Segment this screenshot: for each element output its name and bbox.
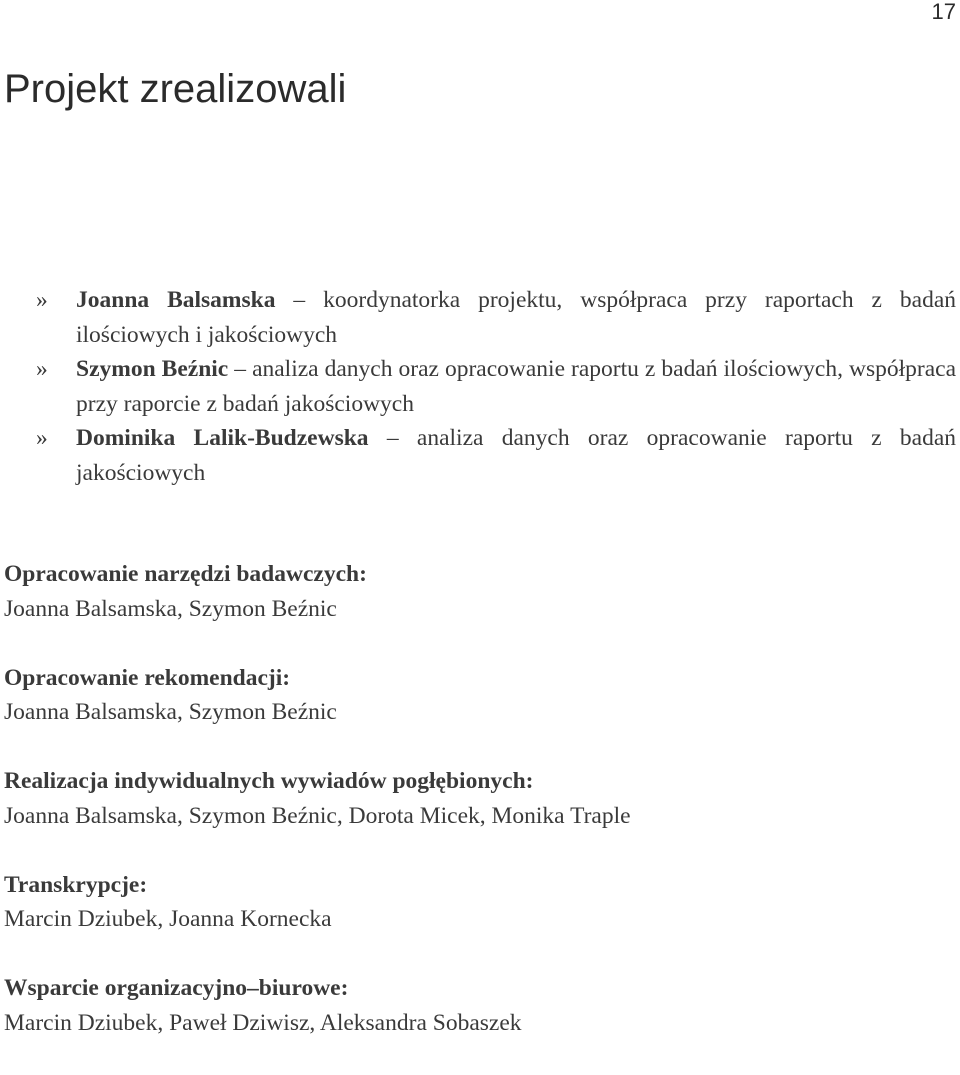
dash-separator: – bbox=[234, 356, 247, 382]
credit-names: Marcin Dziubek, Joanna Kornecka bbox=[4, 906, 332, 932]
contributor-role: analiza danych oraz opracowanie raportu z badań ilościowych, współpraca przy raporcie z badań jakościowych bbox=[76, 356, 957, 417]
bullet-icon: » bbox=[36, 425, 48, 451]
credit-block-recommendations bbox=[4, 661, 954, 730]
credit-heading: Transkrypcje: bbox=[4, 871, 148, 898]
credits-section bbox=[4, 557, 954, 1075]
contributor-role: analiza danych oraz opracowanie raportu z badań jakościowych bbox=[76, 425, 957, 486]
credit-block-interviews bbox=[4, 764, 954, 833]
bullet-icon: » bbox=[36, 356, 48, 382]
contributor-name: Joanna Balsamska bbox=[76, 287, 276, 313]
credit-names: Joanna Balsamska, Szymon Beźnic bbox=[4, 699, 337, 725]
dash-separator: – bbox=[293, 287, 306, 313]
credit-block-transcriptions bbox=[4, 868, 954, 937]
credit-heading: Wsparcie organizacyjno–biurowe: bbox=[4, 975, 349, 1001]
contributors-list bbox=[6, 283, 956, 490]
contributor-name: Szymon Beźnic bbox=[76, 356, 229, 382]
page-number: 17 bbox=[931, 0, 956, 24]
contributor-role: koordynatorka projektu, współpraca przy raportach z badań ilościowych i jakościowych bbox=[76, 287, 957, 348]
credit-heading: Realizacja indywidualnych wywiadów pogłębionych: bbox=[4, 768, 534, 794]
credit-block-research-tools bbox=[4, 557, 954, 626]
bullet-icon: » bbox=[36, 287, 48, 313]
page-title: Projekt zrealizowali bbox=[4, 67, 347, 111]
credit-block-office-support bbox=[4, 971, 954, 1040]
credit-heading: Opracowanie narzędzi badawczych: bbox=[4, 561, 367, 587]
credit-heading: Opracowanie rekomendacji: bbox=[4, 664, 291, 691]
dash-separator: – bbox=[386, 425, 399, 451]
contributor-item bbox=[6, 283, 956, 352]
contributor-name: Dominika Lalik-Budzewska bbox=[76, 425, 369, 451]
credit-names: Marcin Dziubek, Paweł Dziwisz, Aleksandra Sobaszek bbox=[4, 1009, 522, 1036]
credit-names: Joanna Balsamska, Szymon Beźnic, Dorota Micek, Monika Traple bbox=[4, 802, 631, 829]
contributor-item bbox=[6, 352, 956, 421]
credit-names: Joanna Balsamska, Szymon Beźnic bbox=[4, 595, 337, 622]
contributor-item bbox=[6, 421, 956, 490]
